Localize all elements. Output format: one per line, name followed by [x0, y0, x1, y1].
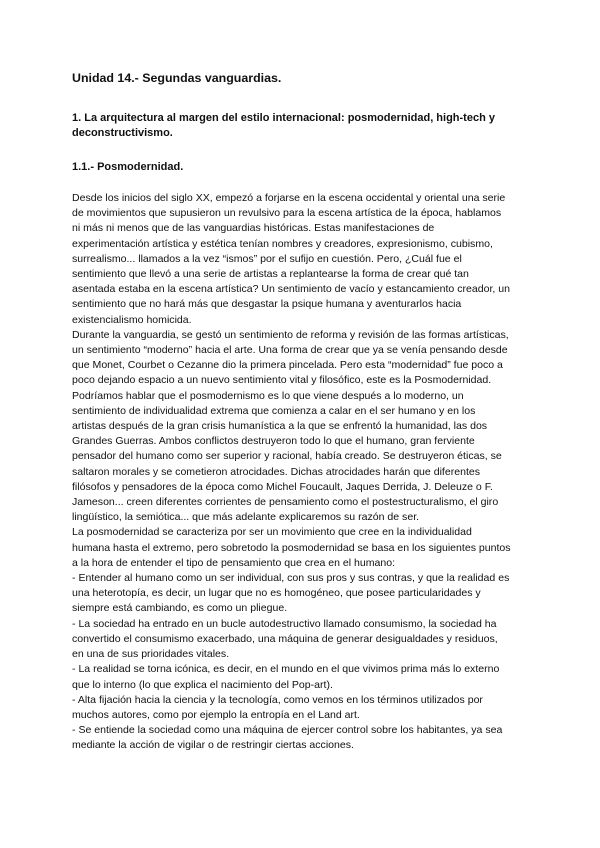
paragraph-intro: Desde los inicios del siglo XX, empezó a forjarse en la escena occidental y oriental una serie de movimientos que supusieron un revulsivo para la escena artística de la época, hablamos ni más ni menos que de las vanguardias históricas. Estas manifestaciones de experimentación artística y estética tenían nombres y creadores, expresionismo, cubismo, surrealismo... llamados a la vez “ismos” por el sufijo en cuestión. Pero, ¿Cuál fue el sentimiento que llevó a una serie de artistas a replantearse la forma de crear qué tan asentada estaba en la escena artística? Un sentimiento de vacío y estancamiento creador, un sentimiento que no hará más que desgastar la psique humana y aventurarlos hacia existencialismo homicida. — [72, 192, 510, 326]
paragraph-caracteristicas: La posmodernidad se caracteriza por ser un movimiento que cree en la individualidad humana hasta el extremo, pero sobretodo la posmodernidad se basa en los siguientes puntos a la hora de entender el tipo de pensamiento que crea en el humano: — [72, 526, 511, 569]
subsection-title: 1.1.- Posmodernidad. — [72, 161, 184, 173]
section-title: 1. La arquitectura al margen del estilo internacional: posmodernidad, high-tech y deconstructivismo. — [72, 112, 495, 139]
paragraph-vanguardia: Durante la vanguardia, se gestó un sentimiento de reforma y revisión de las formas artísticas, un sentimiento “moderno” hacia el arte. Una forma de crear que ya se venía pensando desde que Monet, Courbet o Cezanne dio la primera pincelada. Pero esta “modernidad” fue poco a poco dejando espacio a un nuevo sentimiento vital y filosófico, este es la Posmodernidad. — [72, 328, 509, 387]
list-item-individuo: - Entender al humano como un ser individual, con sus pros y sus contras, y que la realidad es una heterotopía, es decir, un lugar que no es homogéneo, que posee particularidades y siempre está cambiando, es como un pliegue. — [72, 572, 510, 615]
list-item-consumismo: - La sociedad ha entrado en un bucle autodestructivo llamado consumismo, la sociedad ha convertido el consumismo exacerbado, una máquina de generar desigualdades y residuos, en una de sus prioridades vitales. — [72, 617, 498, 661]
unit-title: Unidad 14.- Segundas vanguardias. — [72, 71, 282, 85]
paragraph-posmodernismo: Podríamos hablar que el posmodernismo es lo que viene después a lo moderno, un sentimiento de individualidad extrema que comienza a calar en el ser humano y en los artistas después de la gran crisis humanística a la que se enfrentó la humanidad, las dos Grandes Guerras. Ambos conflictos destruyeron todo lo que el humano, gran ferviente pensador del humano como ser superior y racional, había creado. Se destruyeron éticas, se saltaron morales y se cometieron atrocidades. Dichas atrocidades harán que diferentes filósofos y pensadores de la época como Michel Foucault, Jaques Derrida, J. Deleuze o F. Jameson... creen diferentes corrientes de pensamiento como el postestructuralismo, el giro lingüístico, la semiótica... que más adelante explicaremos su razón de ser. — [72, 389, 502, 524]
list-item-realidad-iconica: - La realidad se torna icónica, es decir, en el mundo en el que vivimos prima más lo externo que lo interno (lo que explica el nacimiento del Pop-art). — [72, 663, 500, 691]
body-text — [72, 191, 512, 754]
list-item-ciencia: - Alta fijación hacia la ciencia y la tecnología, como vemos en los términos utilizados por muchos autores, como por ejemplo la entropía en el Land art. — [72, 693, 483, 721]
page-content — [72, 70, 512, 754]
list-item-control: - Se entiende la sociedad como una máquina de ejercer control sobre los habitantes, ya sea mediante la acción de vigilar o de restringir ciertas acciones. — [72, 724, 503, 752]
